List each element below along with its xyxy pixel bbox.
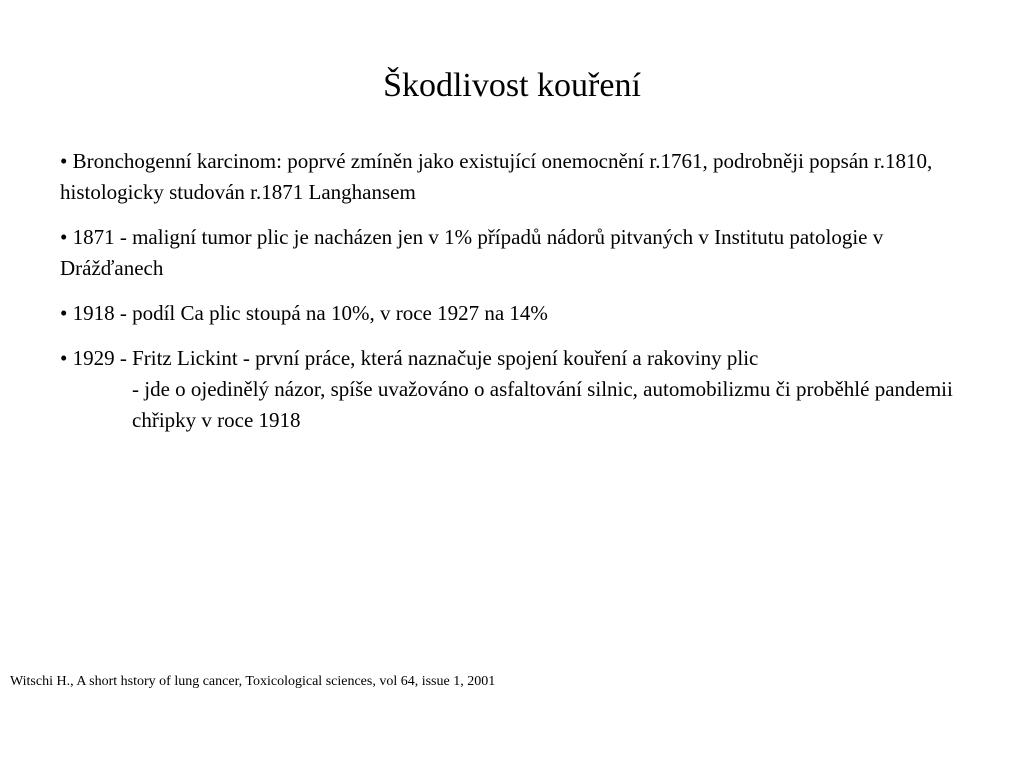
bullet-text: • 1918 - podíl Ca plic stoupá na 10%, v roce 1927 na 14% (60, 301, 548, 325)
bullet-item (60, 222, 990, 284)
bullet-item (60, 343, 990, 436)
bullet-list (60, 146, 990, 436)
bullet-text: • 1929 - Fritz Lickint - první práce, která naznačuje spojení kouření a rakoviny plic (60, 346, 759, 370)
bullet-subtext: - jde o ojedinělý názor, spíše uvažováno o asfaltování silnic, automobilizmu či proběhlé pandemii chřipky v roce 1918 (132, 377, 953, 432)
source-footnote: Witschi H., A short hstory of lung cancer, Toxicological sciences, vol 64, issue 1, 2001 (10, 674, 496, 689)
bullet-text: • 1871 - maligní tumor plic je nacházen jen v 1% případů nádorů pitvaných v Institutu patologie v Drážďanech (60, 225, 884, 280)
bullet-text: • Bronchogenní karcinom: poprvé zmíněn jako existující onemocnění r.1761, podrobněji popsán r.1810, histologicky studován r.1871 Langhansem (60, 149, 933, 204)
bullet-item (60, 146, 990, 208)
slide-title: Škodlivost kouření (383, 67, 641, 104)
bullet-item (60, 298, 990, 329)
